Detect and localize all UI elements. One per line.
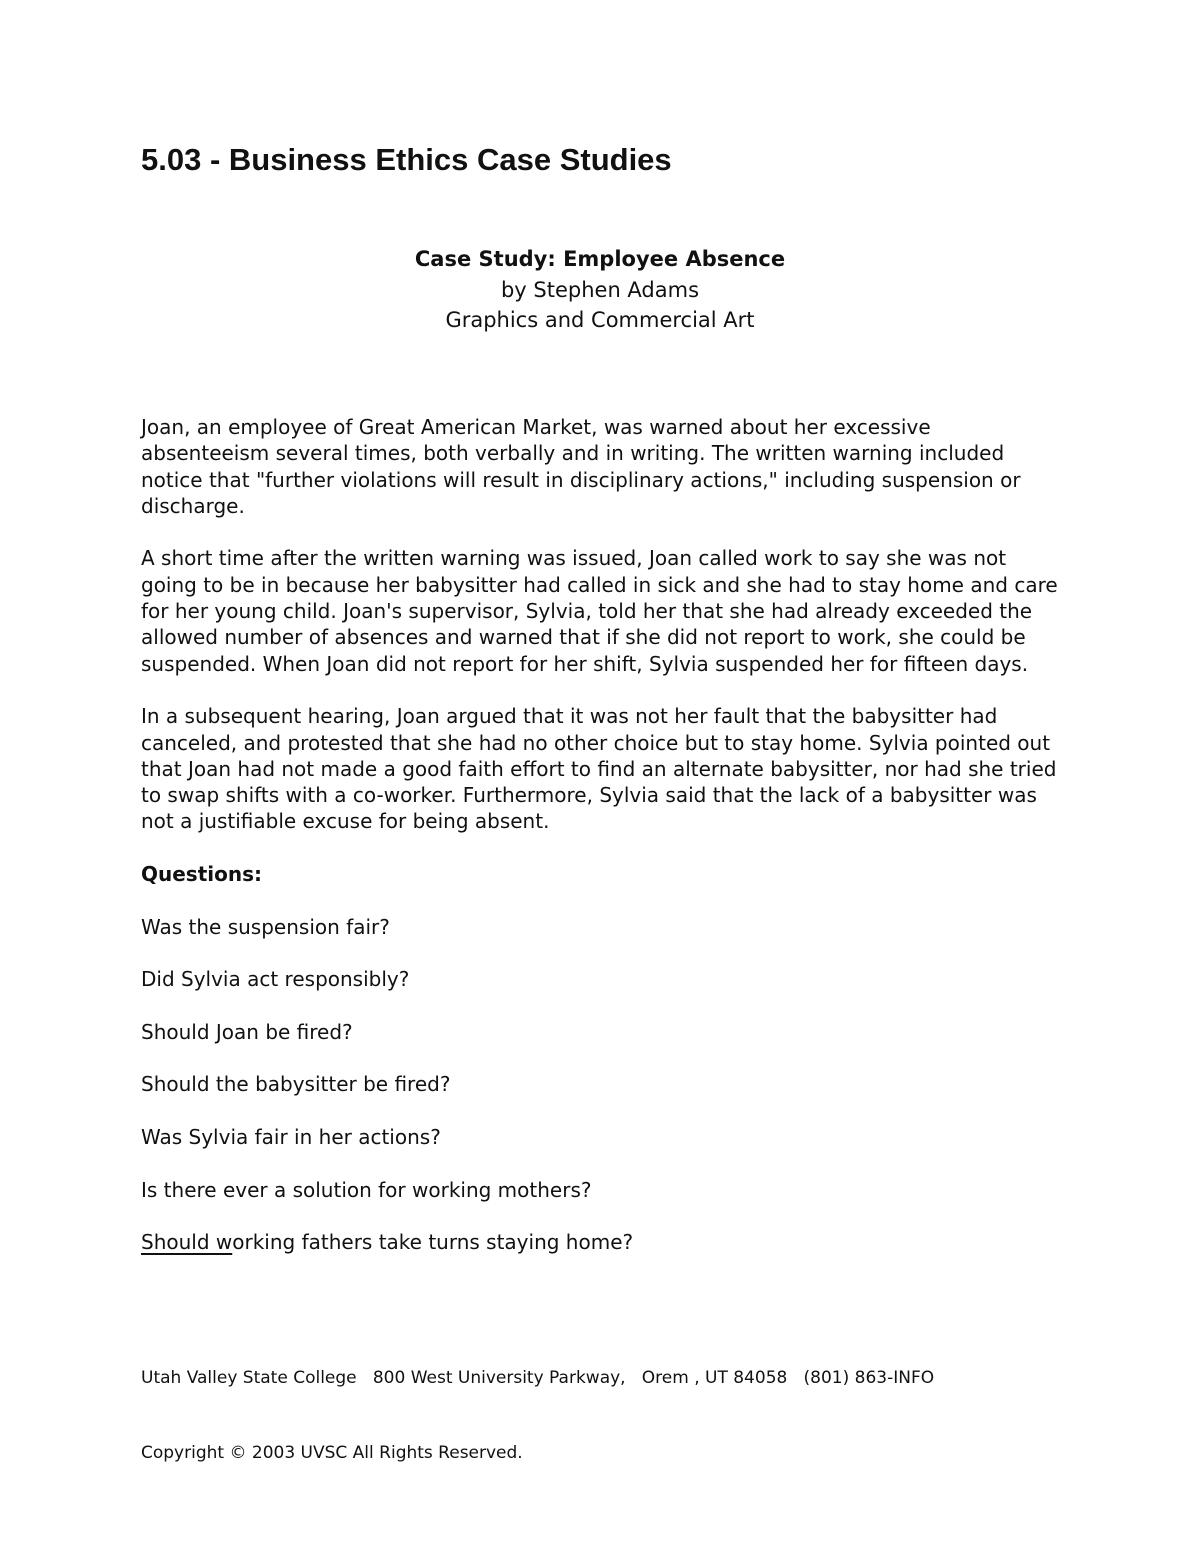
case-department: Graphics and Commercial Art [445,308,755,332]
footer-contact: Utah Valley State College 800 West University Parkway, Orem , UT 84058 (801) 863-INFO [141,1368,935,1388]
question-item: Was the suspension fair? [141,914,390,939]
paragraph-2: A short time after the written warning was issued, Joan called work to say she was not going to be in because her babysitter had called in sick and she had to stay home and care for her young child. Joan's supervisor, Sylvia, told her that she had already exceeded the allowed number of absences and warned that if she did not report to work, she could be suspended. When Joan did not report for her shift, Sylvia suspended her for fifteen days. [141,546,1058,676]
paragraph-3: In a subsequent hearing, Joan argued that it was not her fault that the babysitter had canceled, and protested that she had no other choice but to stay home. Sylvia pointed out that Joan had not made a good faith effort to find an alternate babysitter, nor had she tried to swap shifts with a co-worker. Furthermore, Sylvia said that the lack of a babysitter was not a justifiable excuse for being absent. [141,704,1057,834]
questions-heading: Questions: [141,862,263,887]
case-body [141,414,1061,1282]
case-study-title: Case Study: Employee Absence [414,247,786,271]
question-item: Was Sylvia fair in her actions? [141,1125,441,1150]
question-item: Is there ever a solution for working mothers? [141,1177,592,1202]
paragraph-1: Joan, an employee of Great American Market, was warned about her excessive absenteeism several times, both verbally and in writing. The written warning included notice that "further violations will result in disciplinary actions," including suspension or discharge. [141,415,1021,518]
case-header [141,244,1059,336]
question-item-last [141,1229,1061,1255]
footer [141,1316,1061,1516]
underlined-text: Should w [141,1230,233,1255]
case-author: by Stephen Adams [500,277,700,302]
footer-copyright: Copyright © 2003 UVSC All Rights Reserved. [141,1443,523,1463]
question-item: Should the babysitter be fired? [141,1072,451,1097]
question-text-rest: orking fathers take turns staying home? [232,1230,634,1255]
document-title: 5.03 - Business Ethics Case Studies [141,142,672,177]
question-item: Should Joan be fired? [141,1019,353,1044]
question-item: Did Sylvia act responsibly? [141,967,410,992]
